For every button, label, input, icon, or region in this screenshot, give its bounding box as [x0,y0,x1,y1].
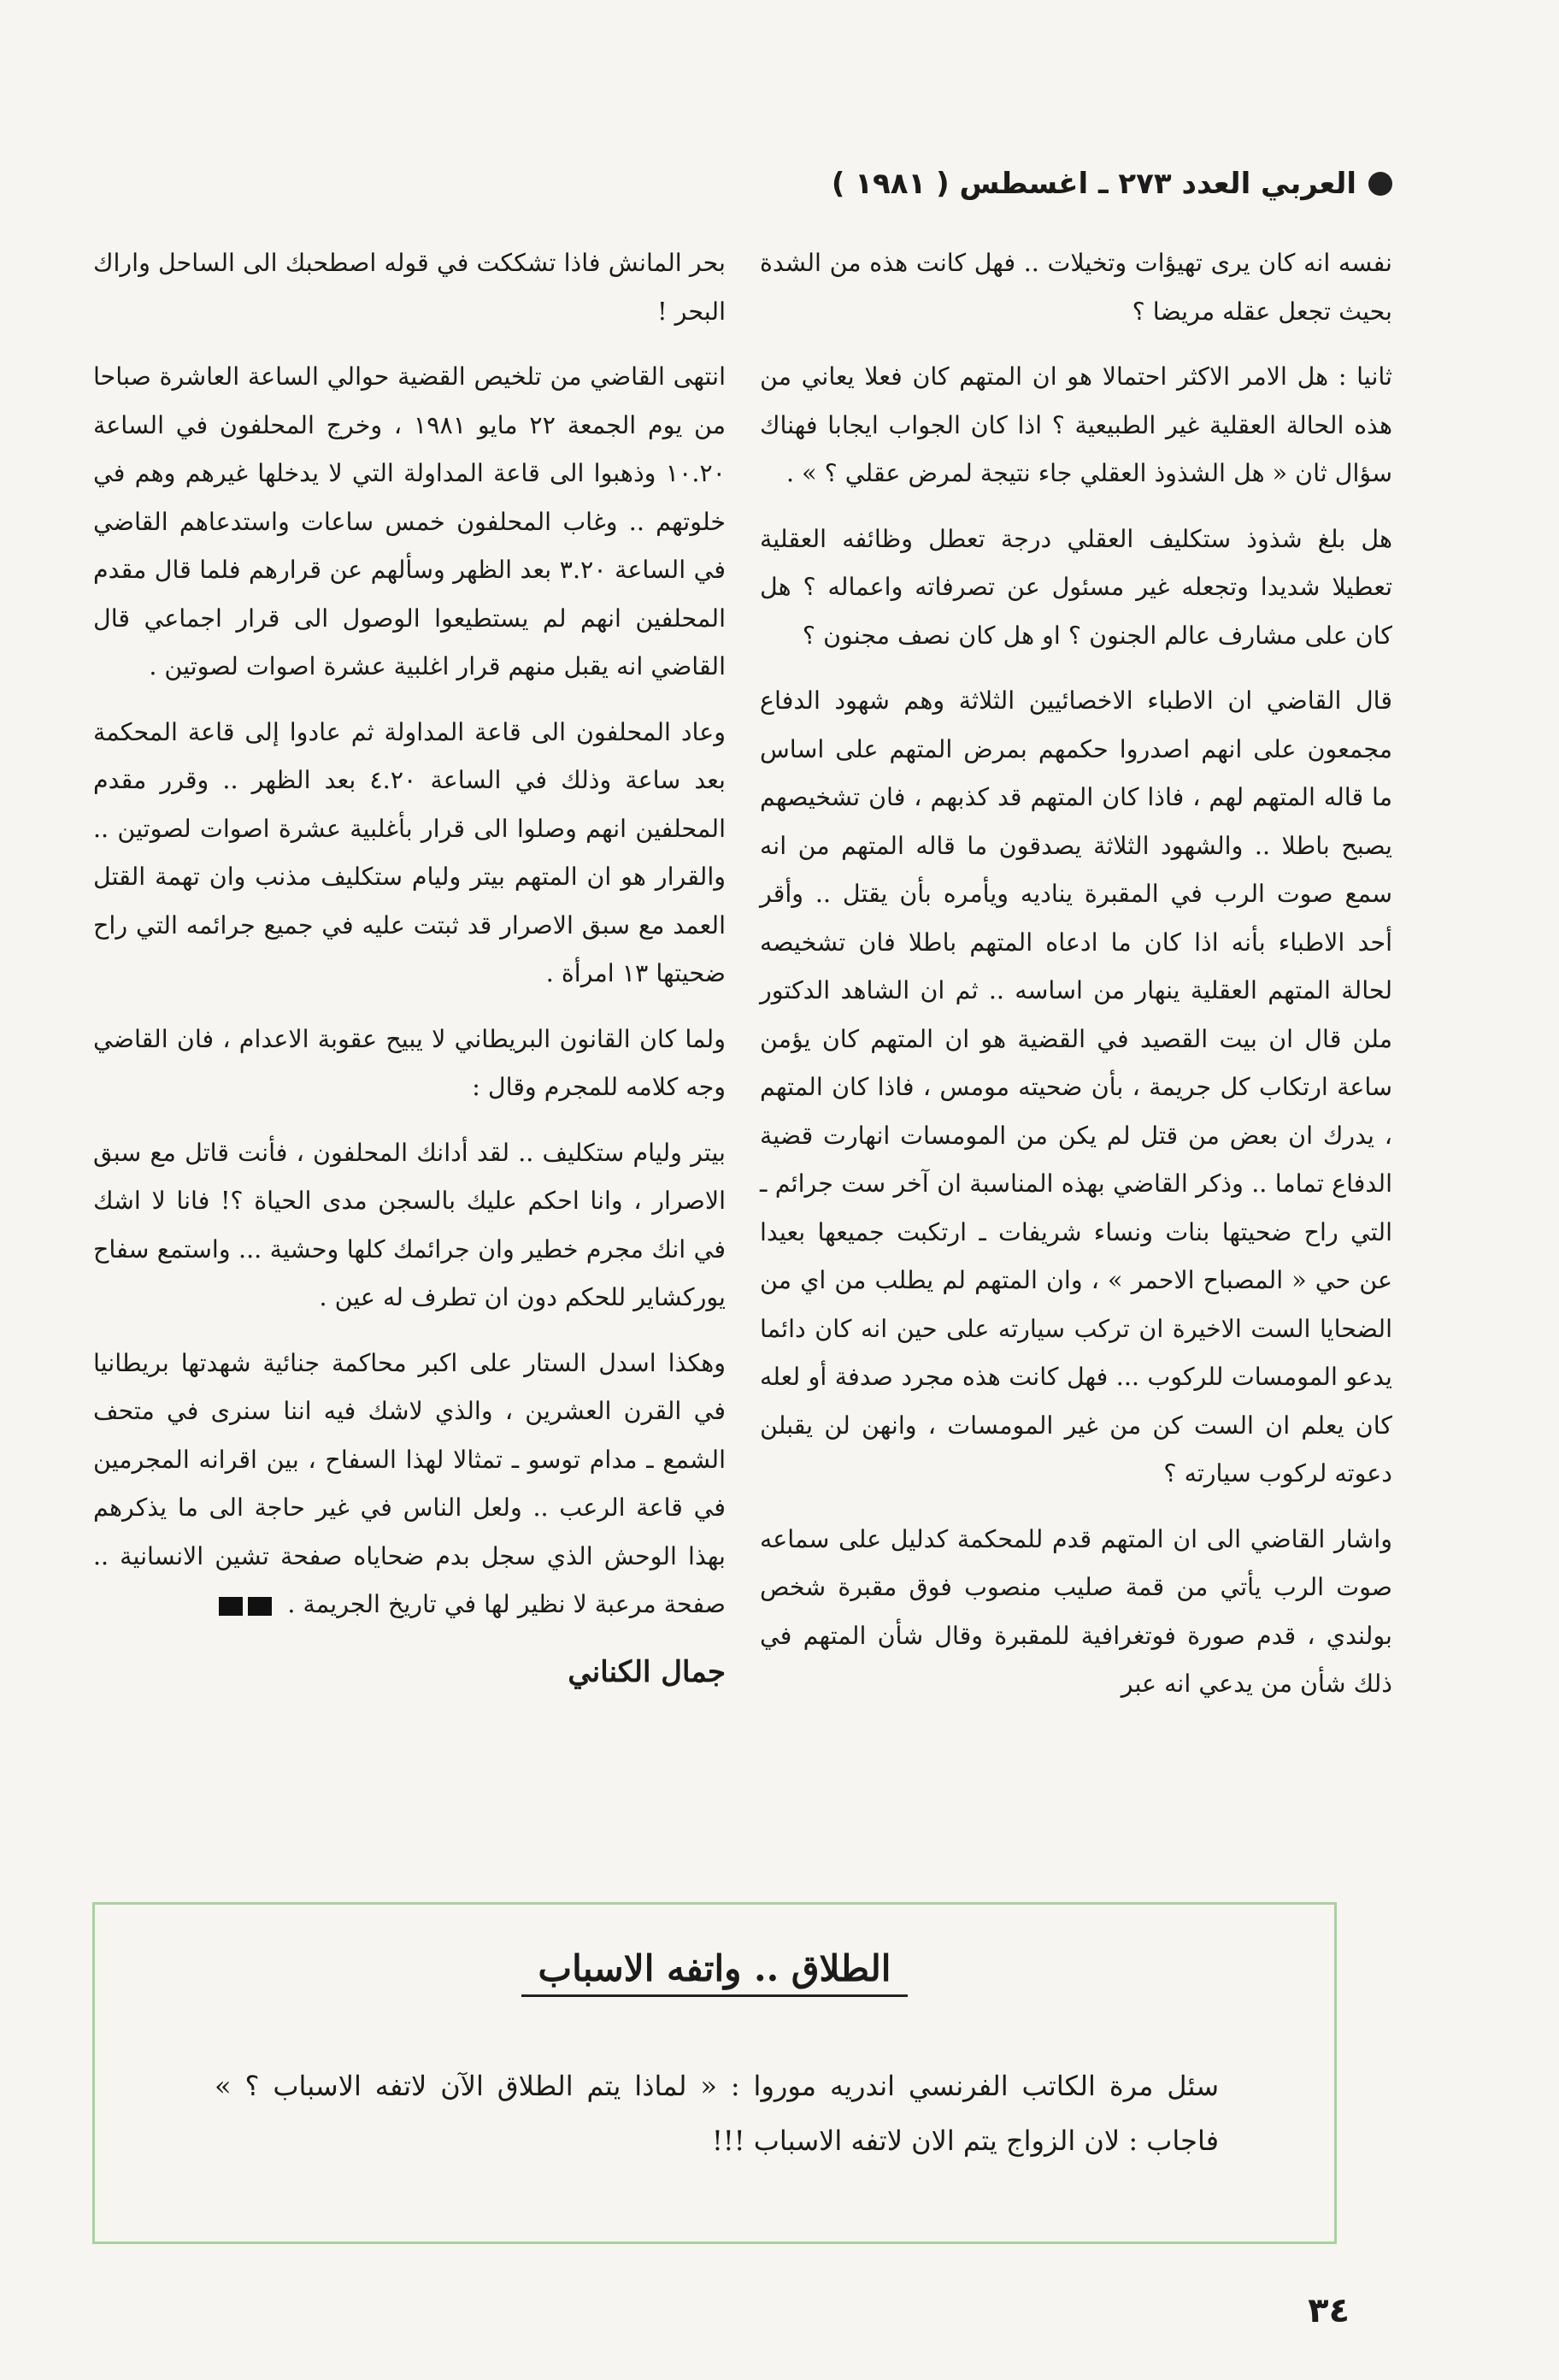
paragraph: ثانيا : هل الامر الاكثر احتمالا هو ان المتهم كان فعلا يعاني من هذه الحالة العقلية غير الطبيعية ؟ اذا كان الجواب ايجابا فهناك سؤال ثان « هل الشذوذ العقلي جاء نتيجة لمرض عقلي ؟ » . [760,362,1392,487]
paragraph: بحر المانش فاذا تشككت في قوله اصطحبك الى الساحل واراك البحر ! [93,249,726,326]
paragraph: هل بلغ شذوذ ستكليف العقلي درجة تعطل وظائفه العقلية تعطيلا شديدا وتجعله غير مسئول عن تصرفاته واعماله ؟ هل كان على مشارف عالم الجنون ؟ او هل كان نصف مجنون ؟ [760,524,1392,650]
box-title [95,1947,1334,1989]
page-number: ٣٤ [1308,2291,1350,2330]
bullet-icon [1368,172,1392,196]
paragraph-final [93,1340,726,1629]
paragraph: بيتر وليام ستكليف .. لقد أدانك المحلفون ، فأنت قاتل مع سبق الاصرار ، وانا احكم عليك بالسجن مدى الحياة ؟! فانا لا اشك في انك مجرم خطير وان جرائمك كلها وحشية ... واستمع سفاح يوركشاير للحكم دون ان تطرف له عين . [93,1138,726,1311]
running-header [769,158,1392,209]
paragraph: ولما كان القانون البريطاني لا يبيح عقوبة الاعدام ، فان القاضي وجه كلامه للمجرم وقال : [93,1024,726,1101]
article-column-left [93,239,726,1847]
paragraph: قال القاضي ان الاطباء الاخصائيين الثلاثة وهم شهود الدفاع مجمعون على انهم اصدروا حكمهم بمرض المتهم على اساس ما قاله المتهم لهم ، فاذا كان المتهم قد كذبهم ، فان تشخيصهم يصبح باطلا .. والشهود الثلاثة يصدقون ما قاله المتهم من انه سمع صوت الرب في المقبرة يناديه ويأمره بأن يقتل .. وأقر أحد الاطباء بأنه اذا كان ما ادعاه المتهم باطلا فان تشخيصه لحالة المتهم العقلية ينهار من اساسه .. ثم ان الشاهد الدكتور ملن قال ان بيت القصيد في القضية هو ان المتهم كان يؤمن ساعة ارتكاب كل جريمة ، بأن ضحيته مومس ، فاذا كان المتهم ، يدرك ان بعض من قتل لم يكن من المومسات انهارت قضية الدفاع تماما .. وذكر القاضي بهذه المناسبة ان آخر ست جرائم ـ التي راح ضحيتها بنات ونساء شريفات ـ ارتكبت جميعها بعيدا عن حي « المصباح الاحمر » ، وان المتهم لم يطلب من اي من الضحايا الست الاخيرة ان تركب سيارته على حين انه كان دائما يدعو المومسات للركوب ... فهل كانت هذه مجرد صدفة أو لعله كان يعلم ان الست كن من غير المومسات ، وانهن لن يقبلن دعوته لركوب سيارته ؟ [760,686,1392,1488]
paragraph-final-text: وهكذا اسدل الستار على اكبر محاكمة جنائية شهدتها بريطانيا في القرن العشرين ، والذي لاشك فيه اننا سنرى في متحف الشمع ـ مدام توسو ـ تمثالا لهذا السفاح ، بين اقرانه المجرمين في قاعة الرعب .. ولعل الناس في غير حاجة الى ما يذكرهم بهذا الوحش الذي سجل بدم ضحاياه صفحة تشين الانسانية .. صفحة مرعبة لا نظير لها في تاريخ الجريمة . [93,1348,726,1618]
paragraph: وعاد المحلفون الى قاعة المداولة ثم عادوا إلى قاعة المحكمة بعد ساعة وذلك في الساعة ٤.٢٠ بعد الظهر .. وقرر مقدم المحلفين انهم وصلوا الى قرار بأغلبية عشرة اصوات لصوتين .. والقرار هو ان المتهم بيتر وليام ستكليف مذنب وان تهمة القتل العمد مع سبق الاصرار قد ثبتت عليه في جميع جرائمه التي راح ضحيتها ١٣ امرأة . [93,717,726,987]
end-of-article-icon [219,1597,272,1616]
paragraph: انتهى القاضي من تلخيص القضية حوالي الساعة العاشرة صباحا من يوم الجمعة ٢٢ مايو ١٩٨١ ، وخرج المحلفون في الساعة ١٠.٢٠ وذهبوا الى قاعة المداولة التي لا يدخلها غيرهم وهم في خلوتهم .. وغاب المحلفون خمس ساعات واستدعاهم القاضي في الساعة ٣.٢٠ بعد الظهر وسألهم عن قرارهم فلما قال مقدم المحلفين انهم لم يستطيعوا الوصول الى قرار اجماعي قال القاضي انه يقبل منهم قرار اغلبية عشرة اصوات لصوتين . [93,362,726,680]
author-signature: جمال الكناني [568,1654,726,1689]
sidebar-box [92,1902,1337,2244]
paragraph: واشار القاضي الى ان المتهم قدم للمحكمة كدليل على سماعه صوت الرب يأتي من قمة صليب منصوب فوق مقبرة شخص بولندي ، قدم صورة فوتغرافية للمقبرة وقال شأن المتهم في ذلك شأن من يدعي انه عبر [760,1524,1392,1698]
header-text: العربي العدد ٢٧٣ ـ اغسطس ( ١٩٨١ ) [831,167,1356,201]
box-title-text: الطلاق .. واتفه الاسباب [521,1947,909,1997]
paragraph: نفسه انه كان يرى تهيؤات وتخيلات .. فهل كانت هذه من الشدة بحيث تجعل عقله مريضا ؟ [760,249,1392,326]
box-text: سئل مرة الكاتب الفرنسي اندريه موروا : « لماذا يتم الطلاق الآن لاتفه الاسباب ؟ » فاجاب : لان الزواج يتم الان لاتفه الاسباب !!! [215,2070,1220,2157]
article-column-right [760,239,1392,1847]
